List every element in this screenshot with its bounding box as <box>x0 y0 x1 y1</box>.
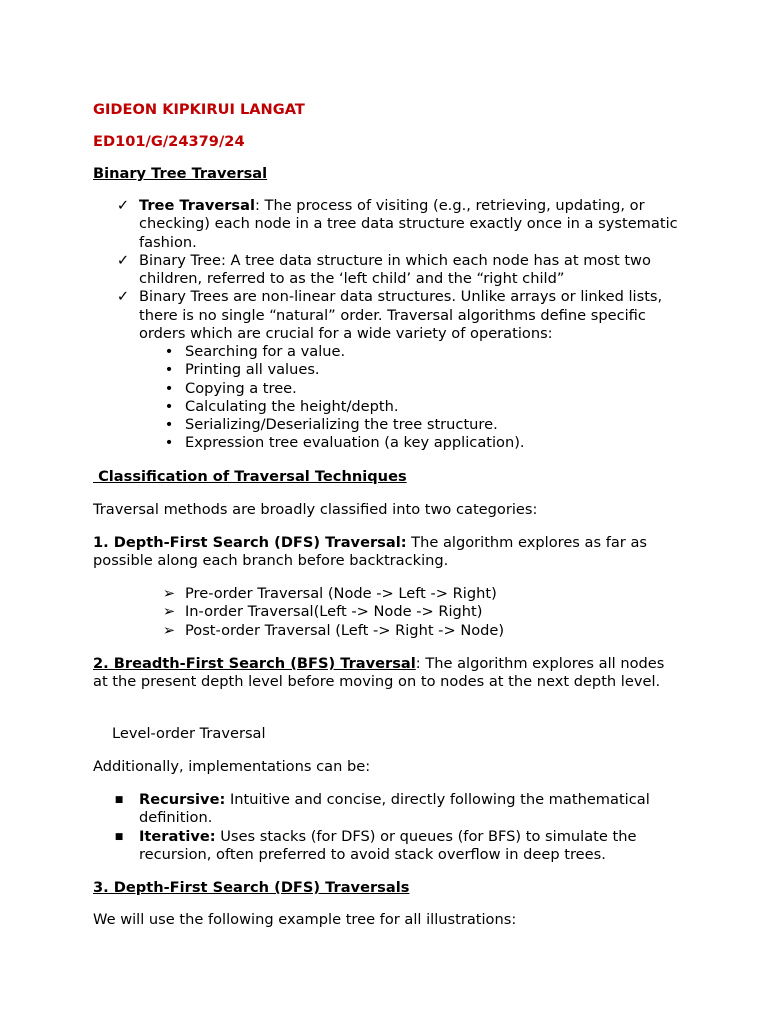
definition-text: : The process of visiting (e.g., retrieving, updating, or checking) each node in a tree data structure exactly once in a systematic fashion. <box>139 197 678 251</box>
dfs-paragraph <box>93 534 683 571</box>
operation-text: Calculating the height/depth. <box>185 397 399 415</box>
square-bullet-icon: ■ <box>114 831 124 842</box>
term: Tree Traversal <box>139 197 255 214</box>
bullet-icon: • <box>164 379 174 397</box>
registration-number: ED101/G/24379/24 <box>93 133 245 150</box>
operation-text: Serializing/Deserializing the tree structure. <box>185 416 498 434</box>
arrow-bullet-icon: ➢ <box>162 585 176 602</box>
definition-text: Binary Trees are non-linear data structures. Unlike arrays or linked lists, there is no single “natural” order. Traversal algorithms define specific orders which are crucial for a wide variety of operations: <box>139 288 663 343</box>
list-item <box>93 585 683 603</box>
bullet-icon: • <box>164 416 174 434</box>
list-item <box>93 380 683 398</box>
bfs-description: : The algorithm explores all nodes at the present depth level before moving on to nodes at the next depth level. <box>93 655 665 691</box>
list-item <box>93 197 683 252</box>
operation-text: Copying a tree. <box>185 379 297 397</box>
checkmark-icon: ✓ <box>116 197 130 214</box>
square-bullet-icon: ■ <box>114 795 124 805</box>
arrow-bullet-icon: ➢ <box>162 603 176 621</box>
list-item <box>93 603 683 621</box>
implementation-text: Intuitive and concise, directly following the mathematical definition. <box>139 791 650 827</box>
list-item <box>93 398 683 416</box>
bullet-icon: • <box>164 361 174 379</box>
example-tree-intro: We will use the following example tree for all illustrations: <box>93 911 517 928</box>
list-item <box>93 416 683 434</box>
classification-intro: Traversal methods are broadly classified into two categories: <box>93 501 538 518</box>
implementation-text: Uses stacks (for DFS) or queues (for BFS) to simulate the recursion, often preferred to avoid stack overflow in deep trees. <box>139 827 637 863</box>
definition-text: Binary Tree: A tree data structure in which each node has at most two children, referred to as the ‘left child’ and the “right child” <box>139 251 651 288</box>
operations-list <box>93 343 683 453</box>
bfs-paragraph <box>93 655 683 692</box>
list-item <box>93 791 683 828</box>
arrow-bullet-icon: ➢ <box>162 621 176 639</box>
list-item <box>93 828 683 865</box>
dfs-types-list <box>93 585 683 640</box>
operation-text: Searching for a value. <box>185 343 346 360</box>
implementation-list <box>93 791 683 864</box>
implementation-intro: Additionally, implementations can be: <box>93 758 371 775</box>
dfs-description: The algorithm explores as far as possible along each branch before backtracking. <box>93 534 647 570</box>
operation-text: Printing all values. <box>185 361 320 379</box>
list-item <box>93 343 683 361</box>
checkmark-icon: ✓ <box>116 288 130 306</box>
traversal-type: Post-order Traversal (Left -> Right -> Node) <box>185 621 505 639</box>
list-item <box>93 434 683 452</box>
traversal-type: Pre-order Traversal (Node -> Left -> Right) <box>185 585 497 602</box>
list-item <box>93 288 683 343</box>
operation-text: Expression tree evaluation (a key application). <box>185 434 525 452</box>
list-item <box>93 361 683 379</box>
bullet-icon: • <box>164 434 174 452</box>
implementation-term: Recursive: <box>139 791 226 808</box>
implementation-term: Iterative: <box>139 827 216 845</box>
traversal-type: In-order Traversal(Left -> Node -> Right) <box>185 603 483 621</box>
author-name: GIDEON KIPKIRUI LANGAT <box>93 101 305 118</box>
bfs-type: Level-order Traversal <box>112 725 266 742</box>
list-item <box>93 252 683 289</box>
list-item <box>93 622 683 640</box>
dfs-title: 1. Depth-First Search (DFS) Traversal: <box>93 534 407 551</box>
definitions-list <box>93 197 683 343</box>
bfs-title: 2. Breadth-First Search (BFS) Traversal <box>93 655 416 672</box>
section-heading-dfs-traversals: 3. Depth-First Search (DFS) Traversals <box>93 879 410 896</box>
section-heading-binary-tree-traversal: Binary Tree Traversal <box>93 165 268 182</box>
checkmark-icon: ✓ <box>116 251 130 269</box>
section-heading-classification: Classification of Traversal Techniques <box>93 468 407 485</box>
bullet-icon: • <box>164 397 174 415</box>
bullet-icon: • <box>164 343 174 360</box>
